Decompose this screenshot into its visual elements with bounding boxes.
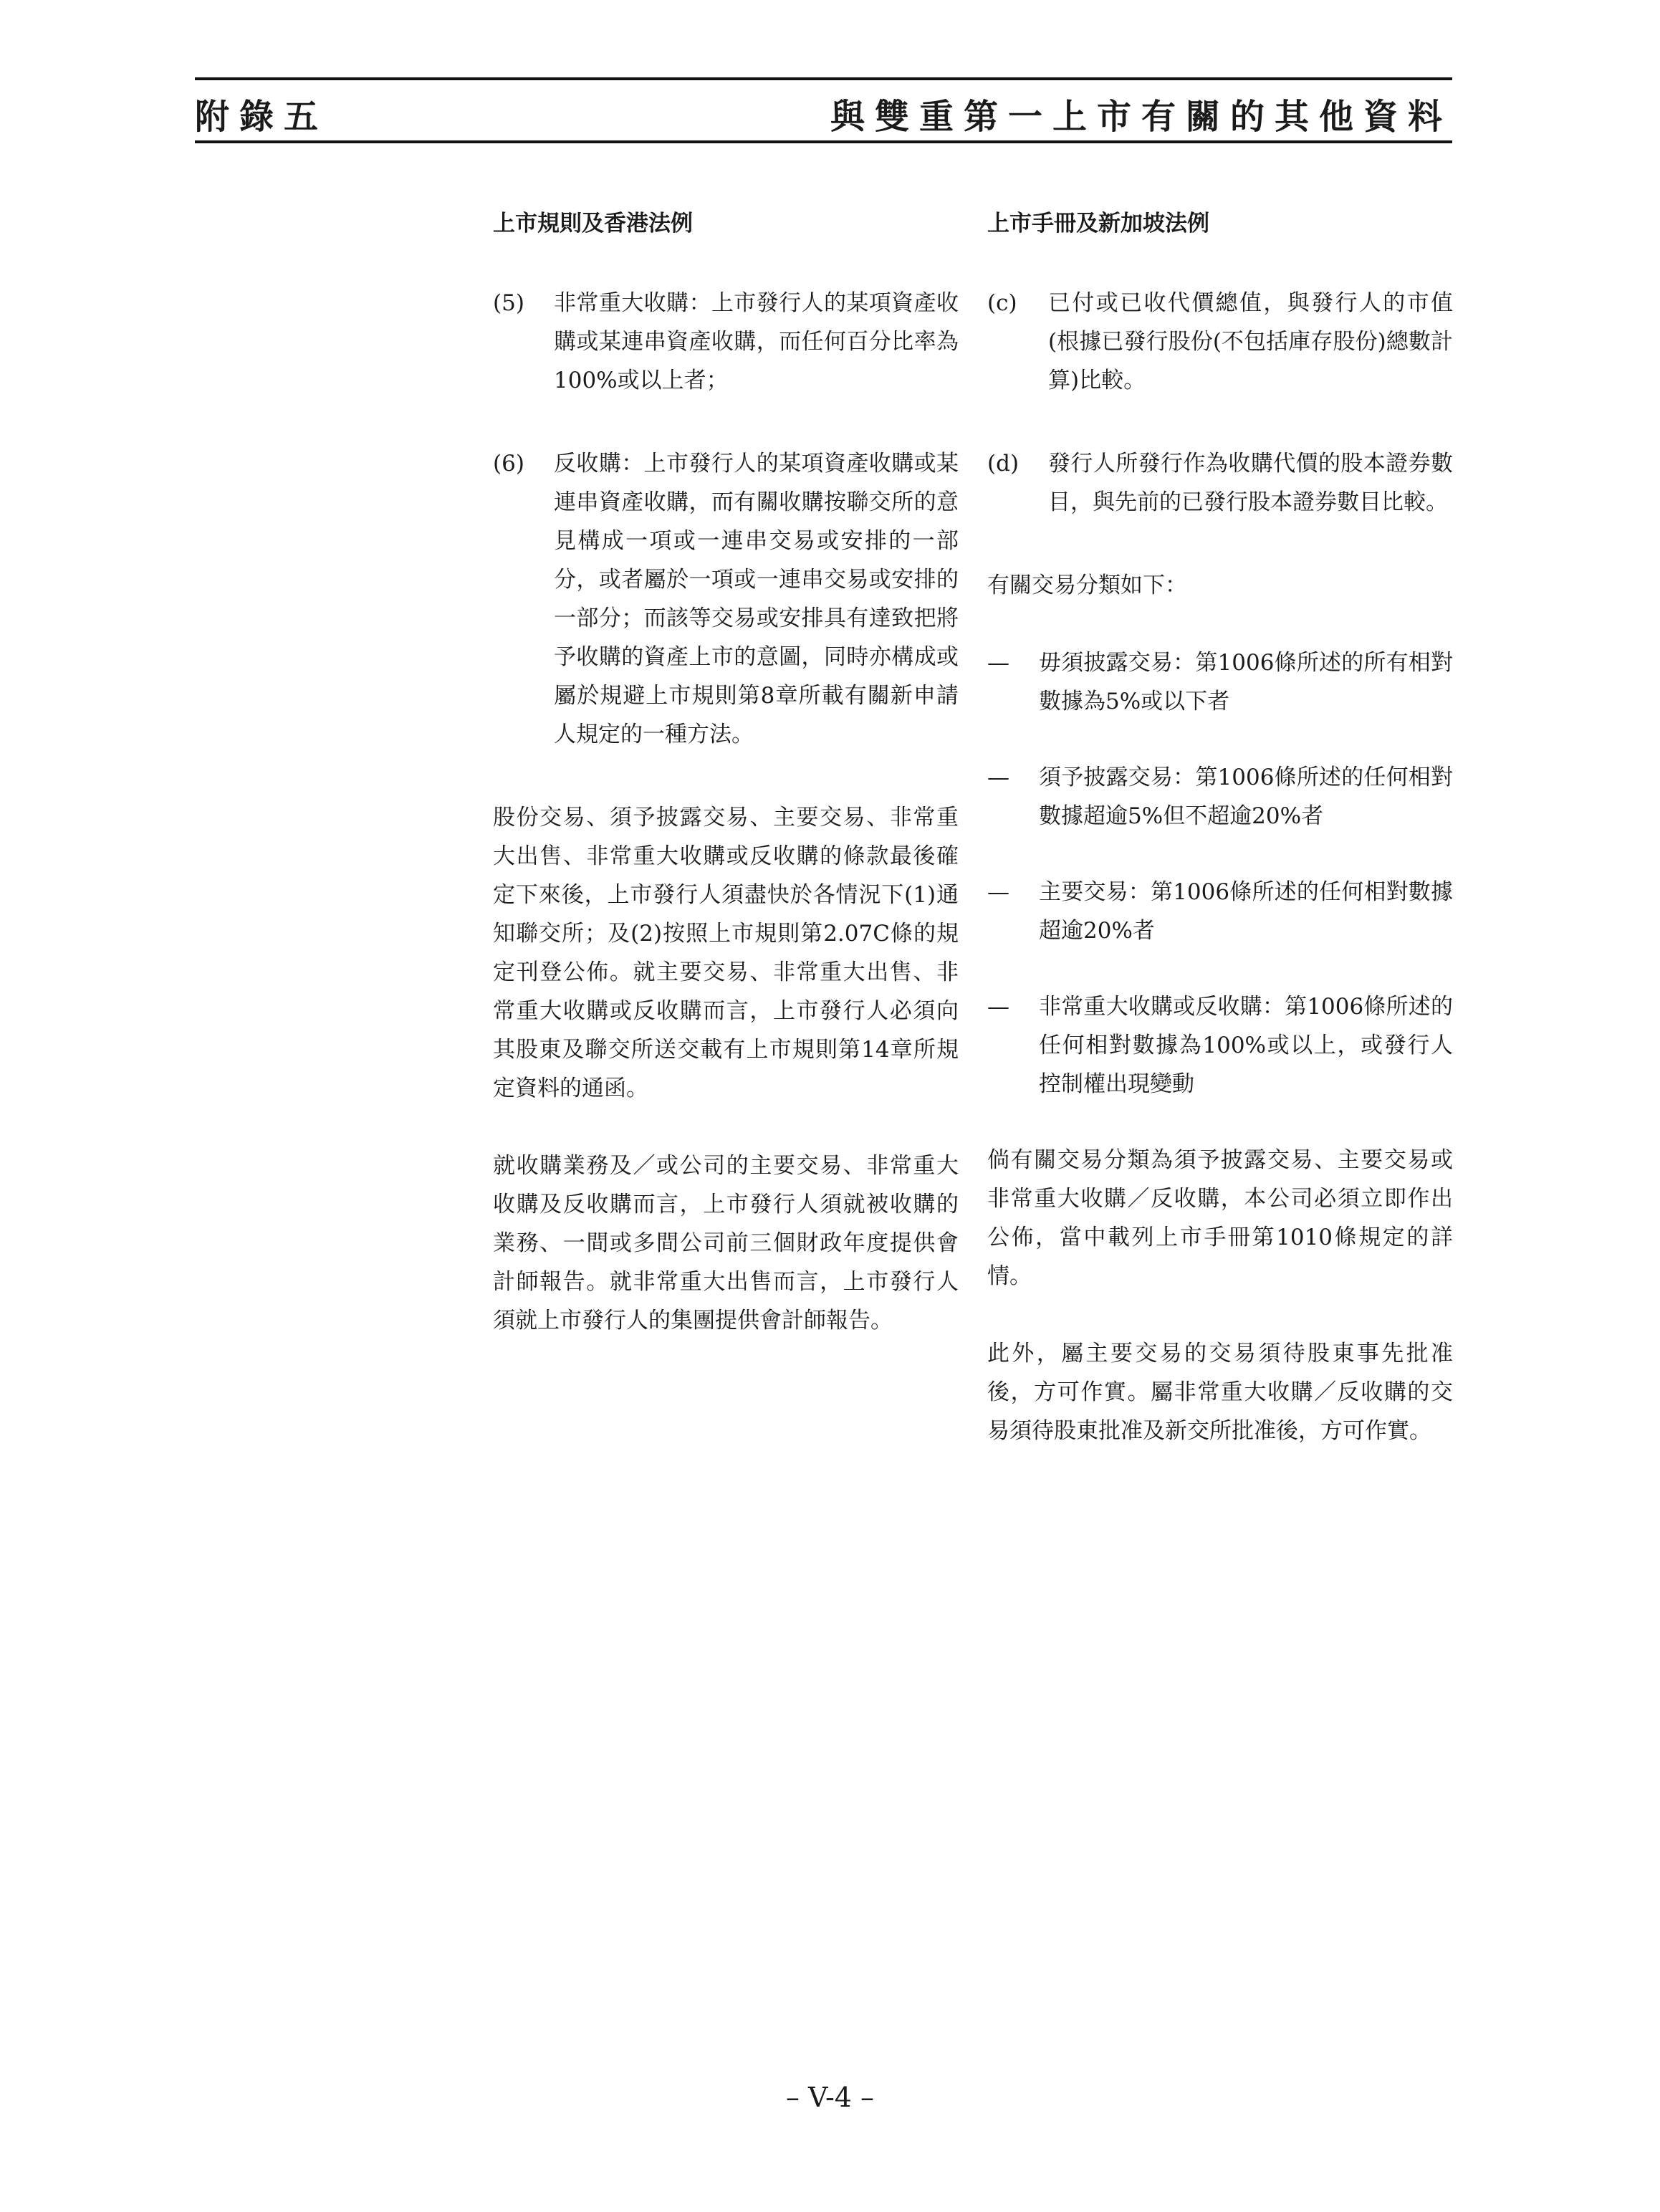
dash-text: 非常重大收購或反收購：第1006條所述的任何相對數據為100%或以上，或發行人控制權出現變動 <box>1039 994 1453 1097</box>
dash-list-item <box>987 643 1453 721</box>
appendix-label: 附錄五 <box>195 97 329 137</box>
list-item <box>987 284 1453 400</box>
header-rule-top <box>195 77 1452 80</box>
paragraph: 此外，屬主要交易的交易須待股東事先批准後，方可作實。屬非常重大收購／反收購的交易須待股東批准及新交所批准後，方可作實。 <box>987 1341 1453 1444</box>
item-marker: (c) <box>987 290 1017 316</box>
page-number: – V-4 – <box>785 2082 875 2113</box>
list-item <box>987 444 1453 522</box>
dash-marker: — <box>987 765 1009 790</box>
dash-list-item <box>987 873 1453 950</box>
item-text: 反收購：上市發行人的某項資產收購或某連串資產收購，而有關收購按聯交所的意見構成一項或一連串交易或安排的一部分，或者屬於一項或一連串交易或安排的一部分；而該等交易或安排具有達致把將予收購的資產上市的意圖，同時亦構成或屬於規避上市規則第8章所載有關新申請人規定的一種方法。 <box>554 451 959 747</box>
item-marker: (5) <box>493 290 524 316</box>
list-item <box>493 284 959 400</box>
right-column-title: 上市手冊及新加坡法例 <box>987 211 1209 236</box>
intro-paragraph: 有關交易分類如下： <box>987 573 1187 598</box>
paragraph: 就收購業務及／或公司的主要交易、非常重大收購及反收購而言，上市發行人須就被收購的業務、一間或多間公司前三個財政年度提供會計師報告。就非常重大出售而言，上市發行人須就上市發行人的集團提供會計師報告。 <box>493 1153 959 1334</box>
item-marker: (d) <box>987 451 1019 477</box>
header-rule-bottom <box>195 140 1452 143</box>
appendix-title: 與雙重第一上市有關的其他資料 <box>830 97 1452 137</box>
left-column <box>493 208 959 1379</box>
left-column-title: 上市規則及香港法例 <box>493 211 693 236</box>
page-header <box>195 77 1452 143</box>
dash-marker: — <box>987 994 1009 1020</box>
dash-text: 主要交易：第1006條所述的任何相對數據超逾20%者 <box>1039 879 1453 944</box>
dash-marker: — <box>987 879 1009 905</box>
item-text: 非常重大收購：上市發行人的某項資產收購或某連串資產收購，而任何百分比率為100%或以上者； <box>554 290 959 393</box>
dash-marker: — <box>987 650 1009 676</box>
right-column <box>987 208 1453 1489</box>
list-item <box>493 444 959 754</box>
item-text: 發行人所發行作為收購代價的股本證券數目，與先前的已發行股本證券數目比較。 <box>1048 451 1453 515</box>
dash-list-item <box>987 987 1453 1103</box>
dash-text: 須予披露交易：第1006條所述的任何相對數據超逾5%但不超逾20%者 <box>1039 765 1453 829</box>
item-text: 已付或已收代價總值，與發行人的市值(根據已發行股份(不包括庫存股份)總數計算)比較。 <box>1048 290 1453 393</box>
paragraph: 股份交易、須予披露交易、主要交易、非常重大出售、非常重大收購或反收購的條款最後確定下來後，上市發行人須盡快於各情況下(1)通知聯交所；及(2)按照上市規則第2.07C條的規定刊登公佈。就主要交易、非常重大出售、非常重大收購或反收購而言，上市發行人必須向其股東及聯交所送交載有上市規則第14章所規定資料的通函。 <box>493 805 959 1101</box>
item-marker: (6) <box>493 451 524 477</box>
dash-list-item <box>987 758 1453 836</box>
dash-text: 毋須披露交易：第1006條所述的所有相對數據為5%或以下者 <box>1039 650 1453 714</box>
paragraph: 倘有關交易分類為須予披露交易、主要交易或非常重大收購／反收購，本公司必須立即作出公佈，當中載列上市手冊第1010條規定的詳情。 <box>987 1147 1453 1289</box>
